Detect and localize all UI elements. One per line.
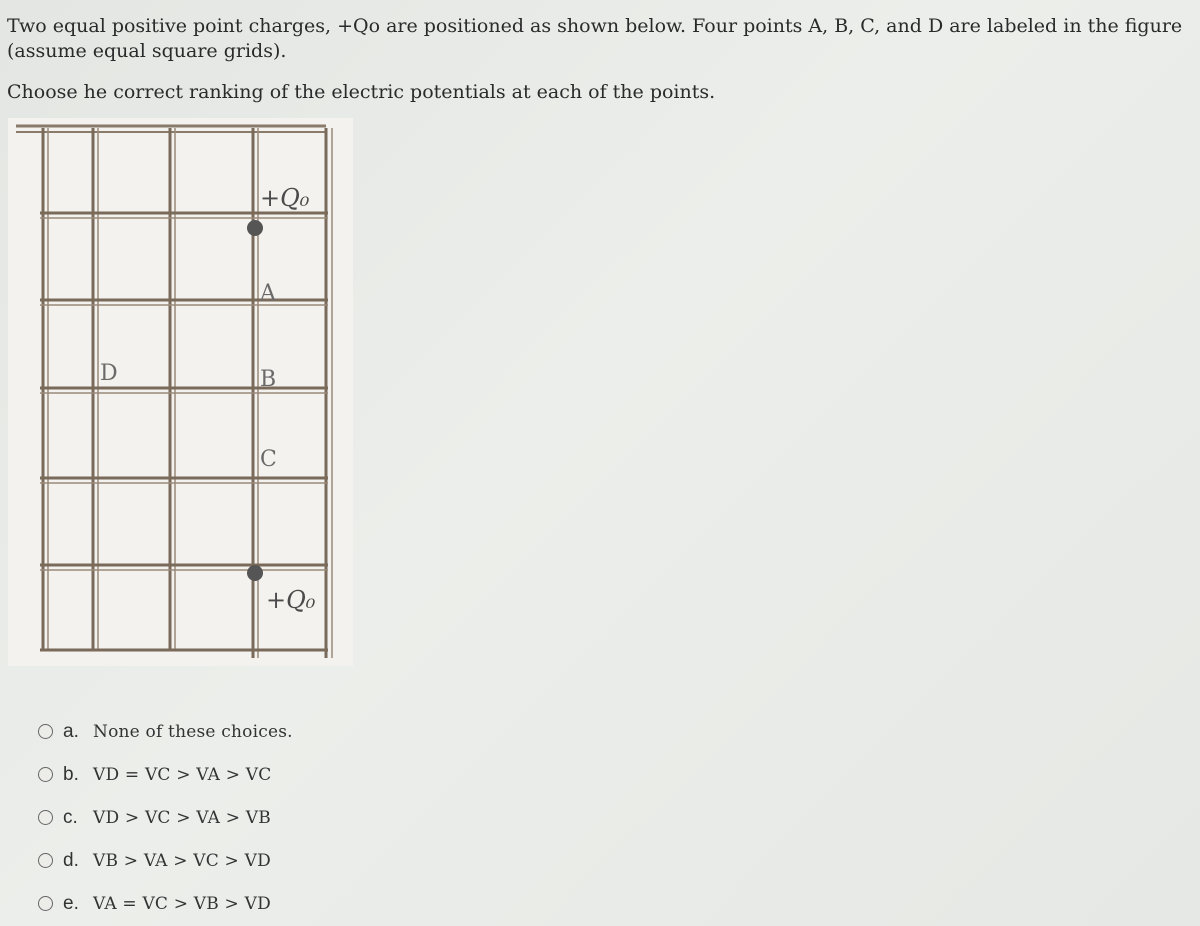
choice-b-text: VD = VC > VA > VC bbox=[93, 764, 272, 785]
choice-c[interactable] bbox=[38, 796, 638, 839]
choice-a-text: None of these choices. bbox=[93, 721, 293, 742]
radio-choice-d[interactable] bbox=[38, 853, 53, 868]
radio-choice-c[interactable] bbox=[38, 810, 53, 825]
grid-diagram bbox=[8, 118, 353, 666]
charge-bottom-dot bbox=[247, 565, 263, 581]
answer-choices bbox=[38, 710, 638, 925]
choice-c-text: VD > VC > VA > VB bbox=[93, 807, 271, 828]
question-text: Two equal positive point charges, +Qo are positioned as shown below. Four points A, B, C, and D are labeled in the figure (assume equal square grids). bbox=[7, 15, 1183, 62]
point-label-c: C bbox=[260, 447, 277, 472]
radio-choice-e[interactable] bbox=[38, 896, 53, 911]
point-label-a: A bbox=[260, 281, 276, 306]
choice-e[interactable] bbox=[38, 882, 638, 925]
choice-e-letter: e. bbox=[63, 892, 79, 914]
radio-choice-b[interactable] bbox=[38, 767, 53, 782]
charge-top-dot bbox=[247, 220, 263, 236]
point-label-d: D bbox=[100, 361, 118, 386]
choice-a-letter: a. bbox=[63, 720, 79, 742]
question-instruction: Choose he correct ranking of the electric potentials at each of the points. bbox=[7, 81, 716, 103]
charge-bottom-label: +Q₀ bbox=[266, 586, 316, 614]
charge-top-label: +Q₀ bbox=[260, 184, 310, 212]
point-label-b: B bbox=[260, 367, 277, 392]
choice-c-letter: c. bbox=[63, 806, 78, 828]
choice-d-text: VB > VA > VC > VD bbox=[93, 850, 271, 871]
charge-grid-figure bbox=[8, 118, 353, 666]
choice-b[interactable] bbox=[38, 753, 638, 796]
choice-d[interactable] bbox=[38, 839, 638, 882]
choice-e-text: VA = VC > VB > VD bbox=[93, 893, 271, 914]
choice-b-letter: b. bbox=[63, 763, 79, 785]
choice-d-letter: d. bbox=[63, 849, 79, 871]
radio-choice-a[interactable] bbox=[38, 724, 53, 739]
choice-a[interactable] bbox=[38, 710, 638, 753]
